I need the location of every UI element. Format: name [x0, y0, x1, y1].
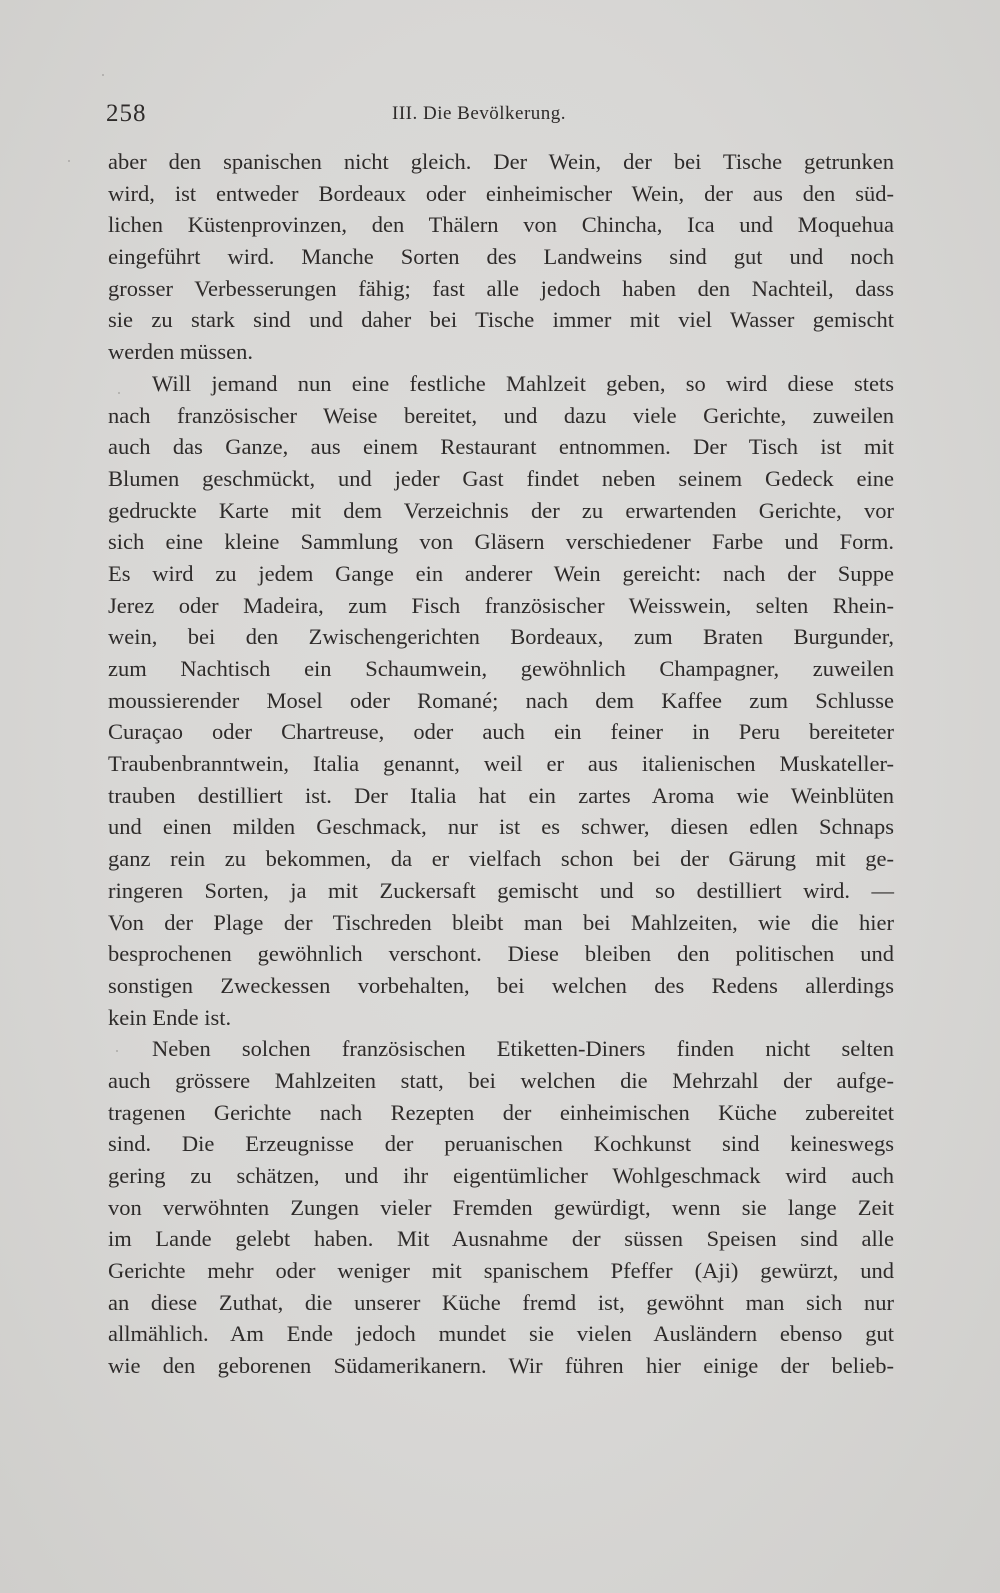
running-head: III. Die Bevölkerung.: [392, 103, 567, 124]
text-line: Von der Plage der Tischreden bleibt man bei Mahlzeiten, wie die hier: [108, 909, 894, 935]
page-number: 258: [106, 100, 147, 127]
text-line: Jerez oder Madeira, zum Fisch französischer Weisswein, selten Rhein-: [108, 592, 894, 618]
paragraph-start-line: Neben solchen französischen Etiketten-Diners finden nicht selten: [152, 1036, 894, 1062]
text-line: gedruckte Karte mit dem Verzeichnis der zu erwartenden Gerichte, vor: [108, 497, 894, 523]
paper-speck: [118, 392, 120, 394]
text-line: von verwöhnten Zungen vieler Fremden gewürdigt, wenn sie lange Zeit: [108, 1194, 894, 1220]
text-line: ringeren Sorten, ja mit Zuckersaft gemischt und so destilliert wird. —: [108, 877, 894, 903]
text-line: Es wird zu jedem Gange ein anderer Wein gereicht: nach der Suppe: [108, 560, 894, 586]
text-line: eingeführt wird. Manche Sorten des Landweins sind gut und noch: [108, 244, 894, 270]
text-line: trauben destilliert ist. Der Italia hat ein zartes Aroma wie Weinblüten: [108, 782, 894, 808]
text-line: sich eine kleine Sammlung von Gläsern verschiedener Farbe und Form.: [108, 529, 894, 555]
text-line: Curaçao oder Chartreuse, oder auch ein feiner in Peru bereiteter: [108, 719, 894, 745]
text-line: besprochenen gewöhnlich verschont. Diese bleiben den politischen und: [108, 941, 894, 967]
text-line: kein Ende ist.: [108, 1004, 232, 1030]
text-line: lichen Küstenprovinzen, den Thälern von Chincha, Ica und Moquehua: [108, 212, 894, 238]
text-line: auch grössere Mahlzeiten statt, bei welchen die Mehrzahl der aufge-: [108, 1067, 894, 1093]
text-line: aber den spanischen nicht gleich. Der Wein, der bei Tische getrunken: [108, 149, 894, 174]
text-line: wein, bei den Zwischengerichten Bordeaux, zum Braten Burgunder,: [108, 624, 894, 650]
text-line: zum Nachtisch ein Schaumwein, gewöhnlich Champagner, zuweilen: [108, 656, 894, 681]
paper-speck: [68, 160, 70, 162]
text-line: werden müssen.: [108, 339, 253, 365]
text-line: gering zu schätzen, und ihr eigentümlicher Wohlgeschmack wird auch: [108, 1163, 894, 1188]
text-line: Gerichte mehr oder weniger mit spanischem Pfeffer (Aji) gewürzt, und: [108, 1258, 894, 1284]
text-line: Traubenbranntwein, Italia genannt, weil er aus italienischen Muskateller-: [108, 751, 894, 777]
text-line: allmählich. Am Ende jedoch mundet sie vielen Ausländern ebenso gut: [108, 1321, 894, 1347]
text-line: an diese Zuthat, die unserer Küche fremd ist, gewöhnt man sich nur: [108, 1289, 894, 1315]
text-line: sind. Die Erzeugnisse der peruanischen Kochkunst sind keineswegs: [108, 1131, 894, 1157]
text-line: im Lande gelebt haben. Mit Ausnahme der süssen Speisen sind alle: [108, 1226, 894, 1252]
text-line: wird, ist entweder Bordeaux oder einheimischer Wein, der aus den süd-: [108, 180, 894, 206]
text-line: moussierender Mosel oder Romané; nach dem Kaffee zum Schlusse: [108, 687, 894, 713]
text-line: auch das Ganze, aus einem Restaurant entnommen. Der Tisch ist mit: [108, 434, 894, 460]
text-line: nach französischer Weise bereitet, und dazu viele Gerichte, zuweilen: [108, 402, 894, 428]
paper-speck: [116, 1050, 118, 1052]
body-text: [108, 146, 894, 1382]
text-line: grosser Verbesserungen fähig; fast alle jedoch haben den Nachteil, dass: [108, 275, 894, 301]
text-line: und einen milden Geschmack, nur ist es schwer, diesen edlen Schnaps: [108, 814, 894, 840]
page-header: [106, 100, 896, 132]
text-line: sonstigen Zweckessen vorbehalten, bei welchen des Redens allerdings: [108, 972, 894, 998]
text-line: wie den geborenen Südamerikanern. Wir führen hier einige der belieb-: [108, 1353, 894, 1379]
text-line: sie zu stark sind und daher bei Tische immer mit viel Wasser gemischt: [108, 307, 894, 333]
paragraph-start-line: Will jemand nun eine festliche Mahlzeit geben, so wird diese stets: [152, 370, 894, 396]
paper-speck: [102, 74, 104, 76]
text-line: Blumen geschmückt, und jeder Gast findet neben seinem Gedeck eine: [108, 465, 894, 491]
text-line: ganz rein zu bekommen, da er vielfach schon bei der Gärung mit ge-: [108, 846, 894, 872]
text-line: tragenen Gerichte nach Rezepten der einheimischen Küche zubereitet: [108, 1099, 894, 1125]
